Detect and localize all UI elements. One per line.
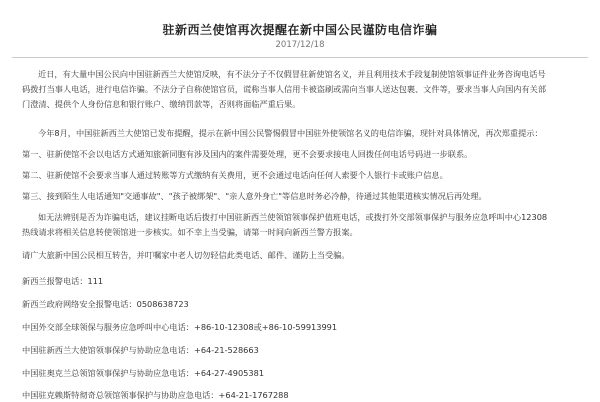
title-divider — [12, 57, 588, 58]
article-title: 驻新西兰使馆再次提醒在新中国公民谨防电信诈骗 — [162, 23, 438, 37]
reminder-paragraph: 今年8月，中国驻新西兰大使馆已发布提醒，提示在新中国公民警惕假冒中国驻外使领馆名义的电信诈骗，现针对具体情况，再次郑重提示： — [38, 128, 543, 138]
point-one: 第一、驻新使馆不会以电话方式通知旅新同胞有涉及国内的案件需要处理，更不会要求接电人回拨任何电话号码进一步联系。 — [22, 149, 473, 159]
verify-line: 热线请求将相关信息转使领馆进一步核实。如不幸上当受骗，请第一时间向新西兰警方报案。 — [22, 227, 358, 237]
contact-auckland-consulate — [22, 367, 264, 379]
verify-line: 如无法辨别是否为诈骗电话，建议挂断电话后拨打中国驻新西兰使领馆领事保护值班电话，或拨打外交部领事保护与服务应急呼叫中心12308 — [38, 212, 548, 222]
intro-line: 门澄清、提供个人身份信息和银行账户、缴纳罚款等，否则将面临严重后果。 — [22, 99, 301, 109]
contact-mfa-hotline — [22, 321, 337, 333]
intro-line: 近日，有大量中国公民向中国驻新西兰大使馆反映，有不法分子不仅假冒驻新使馆名义，并且利用技术手段复制使馆领事证件业务咨询电话号 — [38, 69, 546, 79]
intro-line: 码拨打当事人电话，进行电信诈骗。不法分子自称使馆官员，谎称当事人信用卡被盗刷或需向当事人送达包裹、文件等，要求当事人向国内有关部 — [22, 84, 547, 94]
article-date: 2017/12/18 — [275, 40, 325, 50]
contact-label: 新西兰政府网络安全报警电话： — [22, 299, 137, 309]
contact-number: 111 — [87, 276, 104, 286]
contact-police — [22, 275, 103, 287]
contact-number: 0508638723 — [136, 299, 189, 309]
contact-number: +86-10-12308或+86-10-59913991 — [193, 322, 338, 332]
contact-christchurch-consulate — [22, 389, 289, 401]
share-paragraph: 请广大旅新中国公民相互转告，并叮嘱家中老人切勿轻信此类电话、邮件、谨防上当受骗。 — [22, 250, 350, 260]
verify-paragraph — [22, 210, 584, 240]
contact-label: 中国驻克赖斯特彻奇总领馆领事保护与协助应急电话： — [22, 390, 219, 400]
point-two: 第二、驻新使馆不会要求当事人通过转账等方式缴纳有关费用，更不会通过电话向任何人索要个人银行卡或账户信息。 — [22, 170, 448, 180]
contact-label: 中国驻新西兰大使馆领事保护与协助应急电话： — [22, 345, 194, 355]
contact-number: +64-21-528663 — [193, 345, 259, 355]
contact-number: +64-21-1767288 — [218, 390, 289, 400]
contact-label: 中国外交部全球领保与服务应急呼叫中心电话： — [22, 322, 194, 332]
intro-paragraph — [22, 67, 584, 112]
contact-cybersecurity — [22, 298, 189, 310]
point-three: 第三、接到陌生人电话通知"交通事故"、"孩子被绑架"、"亲人意外身亡"等信息时务必冷静，待通过其他渠道核实情况后再处理。 — [22, 191, 487, 201]
contact-label: 中国驻奥克兰总领馆领事保护与协助应急电话： — [22, 368, 194, 378]
contact-label: 新西兰报警电话： — [22, 276, 88, 286]
contact-number: +64-27-4905381 — [193, 368, 265, 378]
contact-embassy — [22, 344, 259, 356]
